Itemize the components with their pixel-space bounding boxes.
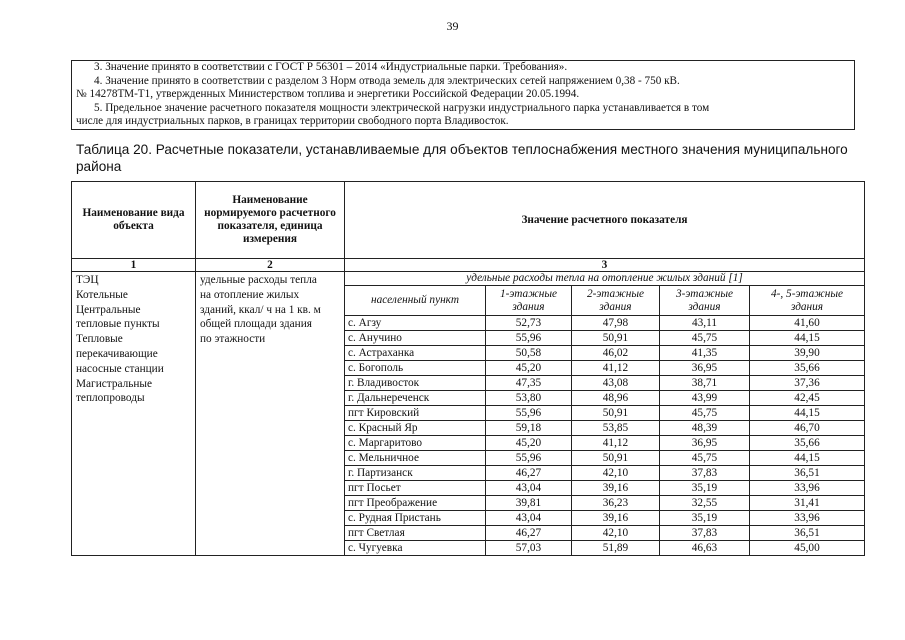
heat-value-1: 50,58 — [486, 346, 572, 361]
heat-value-1: 45,20 — [486, 361, 572, 376]
heat-value-3: 46,63 — [660, 541, 750, 556]
note-5-line-2: числе для индустриальных парков, в границах территории свободного порта Владивосток. — [76, 115, 509, 127]
heat-value-2: 50,91 — [572, 406, 660, 421]
floor-header-4: 4-, 5-этажные здания — [750, 286, 865, 316]
heat-value-1: 53,80 — [486, 391, 572, 406]
heat-value-3: 45,75 — [660, 406, 750, 421]
heat-value-4: 45,00 — [750, 541, 865, 556]
heat-value-2: 46,02 — [572, 346, 660, 361]
heat-value-4: 39,90 — [750, 346, 865, 361]
locality-name: пгт Преображение — [345, 496, 486, 511]
object-type-line: Котельные — [76, 288, 128, 301]
locality-name: с. Богополь — [345, 361, 486, 376]
locality-name: с. Маргаритово — [345, 436, 486, 451]
heat-value-3: 48,39 — [660, 421, 750, 436]
heat-value-3: 36,95 — [660, 361, 750, 376]
heat-value-2: 50,91 — [572, 331, 660, 346]
column-number-3: 3 — [345, 259, 865, 272]
locality-name: пгт Кировский — [345, 406, 486, 421]
object-type-line: тепловые пункты — [76, 318, 160, 331]
locality-name: с. Красный Яр — [345, 421, 486, 436]
floor-header-1: 1-этажные здания — [486, 286, 572, 316]
heat-value-4: 36,51 — [750, 526, 865, 541]
object-type-line: теплопроводы — [76, 392, 145, 405]
locality-name: г. Дальнереченск — [345, 391, 486, 406]
heat-value-1: 47,35 — [486, 376, 572, 391]
heat-value-4: 33,96 — [750, 511, 865, 526]
heat-value-1: 59,18 — [486, 421, 572, 436]
locality-name: пгт Светлая — [345, 526, 486, 541]
heat-value-4: 33,96 — [750, 481, 865, 496]
heat-value-1: 46,27 — [486, 526, 572, 541]
column-number-1: 1 — [72, 259, 196, 272]
object-type-line: перекачивающие — [76, 347, 158, 360]
heat-value-2: 42,10 — [572, 466, 660, 481]
locality-name: пгт Посьет — [345, 481, 486, 496]
heat-value-2: 39,16 — [572, 481, 660, 496]
heat-value-2: 51,89 — [572, 541, 660, 556]
heat-value-3: 38,71 — [660, 376, 750, 391]
indicator-line: удельные расходы тепла — [200, 274, 317, 286]
heat-supply-table — [71, 181, 865, 556]
locality-name: г. Партизанск — [345, 466, 486, 481]
heat-value-4: 35,66 — [750, 361, 865, 376]
header-object-type: Наименование вида объекта — [72, 182, 196, 259]
note-4-line-2: № 14278ТМ-Т1, утвержденных Министерством топлива и энергетики Российской Федерации 20.05.1994. — [76, 88, 580, 100]
heat-value-3: 36,95 — [660, 436, 750, 451]
object-type-line: ТЭЦ — [76, 274, 99, 286]
heat-value-4: 37,36 — [750, 376, 865, 391]
indicator-line: общей площади здания — [200, 318, 312, 331]
locality-name: с. Анучино — [345, 331, 486, 346]
heat-value-4: 36,51 — [750, 466, 865, 481]
locality-name: г. Владивосток — [345, 376, 486, 391]
heat-value-4: 44,15 — [750, 451, 865, 466]
heat-value-2: 48,96 — [572, 391, 660, 406]
note-4-line-1: 4. Значение принято в соответствии с разделом 3 Норм отвода земель для электрических сетей напряжением 0,38 - 750 кВ. — [94, 74, 680, 87]
locality-name: с. Агзу — [345, 316, 486, 331]
heat-value-4: 46,70 — [750, 421, 865, 436]
heat-value-3: 37,83 — [660, 466, 750, 481]
heat-value-4: 44,15 — [750, 406, 865, 421]
heat-value-3: 35,19 — [660, 481, 750, 496]
heat-value-1: 55,96 — [486, 331, 572, 346]
locality-name: с. Чугуевка — [345, 541, 486, 556]
heat-value-4: 31,41 — [750, 496, 865, 511]
heat-value-1: 52,73 — [486, 316, 572, 331]
object-type-line: Магистральные — [76, 377, 153, 390]
heat-value-1: 55,96 — [486, 451, 572, 466]
floor-header-3: 3-этажные здания — [660, 286, 750, 316]
object-type-line: насосные станции — [76, 362, 164, 375]
heat-value-2: 36,23 — [572, 496, 660, 511]
indicator-cell — [196, 272, 345, 556]
heat-value-1: 43,04 — [486, 481, 572, 496]
heat-value-3: 32,55 — [660, 496, 750, 511]
locality-name: с. Рудная Пристань — [345, 511, 486, 526]
sub-header: удельные расходы тепла на отопление жилых зданий [1] — [345, 272, 865, 286]
header-indicator: Наименование нормируемого расчетного показателя, единица измерения — [196, 182, 345, 259]
heat-value-2: 43,08 — [572, 376, 660, 391]
locality-name: с. Астраханка — [345, 346, 486, 361]
heat-value-3: 45,75 — [660, 331, 750, 346]
header-value: Значение расчетного показателя — [345, 182, 865, 259]
heat-value-1: 45,20 — [486, 436, 572, 451]
heat-value-1: 57,03 — [486, 541, 572, 556]
indicator-line: зданий, ккал/ ч на 1 кв. м — [200, 303, 321, 316]
column-number-2: 2 — [196, 259, 345, 272]
heat-value-4: 44,15 — [750, 331, 865, 346]
heat-value-1: 39,81 — [486, 496, 572, 511]
table-caption: Таблица 20. Расчетные показатели, устанавливаемые для объектов теплоснабжения местного значения муниципального района — [76, 142, 848, 174]
object-type-line: Тепловые — [76, 333, 123, 346]
heat-value-3: 43,11 — [660, 316, 750, 331]
heat-value-3: 45,75 — [660, 451, 750, 466]
heat-value-2: 53,85 — [572, 421, 660, 436]
heat-value-2: 41,12 — [572, 436, 660, 451]
heat-value-1: 55,96 — [486, 406, 572, 421]
indicator-line: на отопление жилых — [200, 288, 300, 301]
object-type-line: Центральные — [76, 303, 141, 316]
notes-box — [71, 60, 855, 130]
floor-header-2: 2-этажные здания — [572, 286, 660, 316]
heat-value-4: 35,66 — [750, 436, 865, 451]
note-5-line-1: 5. Предельное значение расчетного показателя мощности электрической нагрузки индустриального парка устанавливается в том — [94, 101, 710, 114]
object-types-cell — [72, 272, 196, 556]
heat-value-3: 35,19 — [660, 511, 750, 526]
heat-value-3: 41,35 — [660, 346, 750, 361]
heat-value-2: 50,91 — [572, 451, 660, 466]
note-3: 3. Значение принято в соответствии с ГОСТ Р 56301 – 2014 «Индустриальные парки. Требования». — [94, 61, 568, 73]
heat-value-4: 41,60 — [750, 316, 865, 331]
page-number: 39 — [446, 19, 459, 33]
heat-value-2: 41,12 — [572, 361, 660, 376]
heat-value-4: 42,45 — [750, 391, 865, 406]
heat-value-1: 46,27 — [486, 466, 572, 481]
heat-value-1: 43,04 — [486, 511, 572, 526]
locality-header: населенный пункт — [345, 286, 486, 316]
heat-value-2: 39,16 — [572, 511, 660, 526]
indicator-line: по этажности — [200, 333, 266, 346]
heat-value-3: 37,83 — [660, 526, 750, 541]
heat-value-3: 43,99 — [660, 391, 750, 406]
heat-value-2: 42,10 — [572, 526, 660, 541]
heat-value-2: 47,98 — [572, 316, 660, 331]
locality-name: с. Мельничное — [345, 451, 486, 466]
